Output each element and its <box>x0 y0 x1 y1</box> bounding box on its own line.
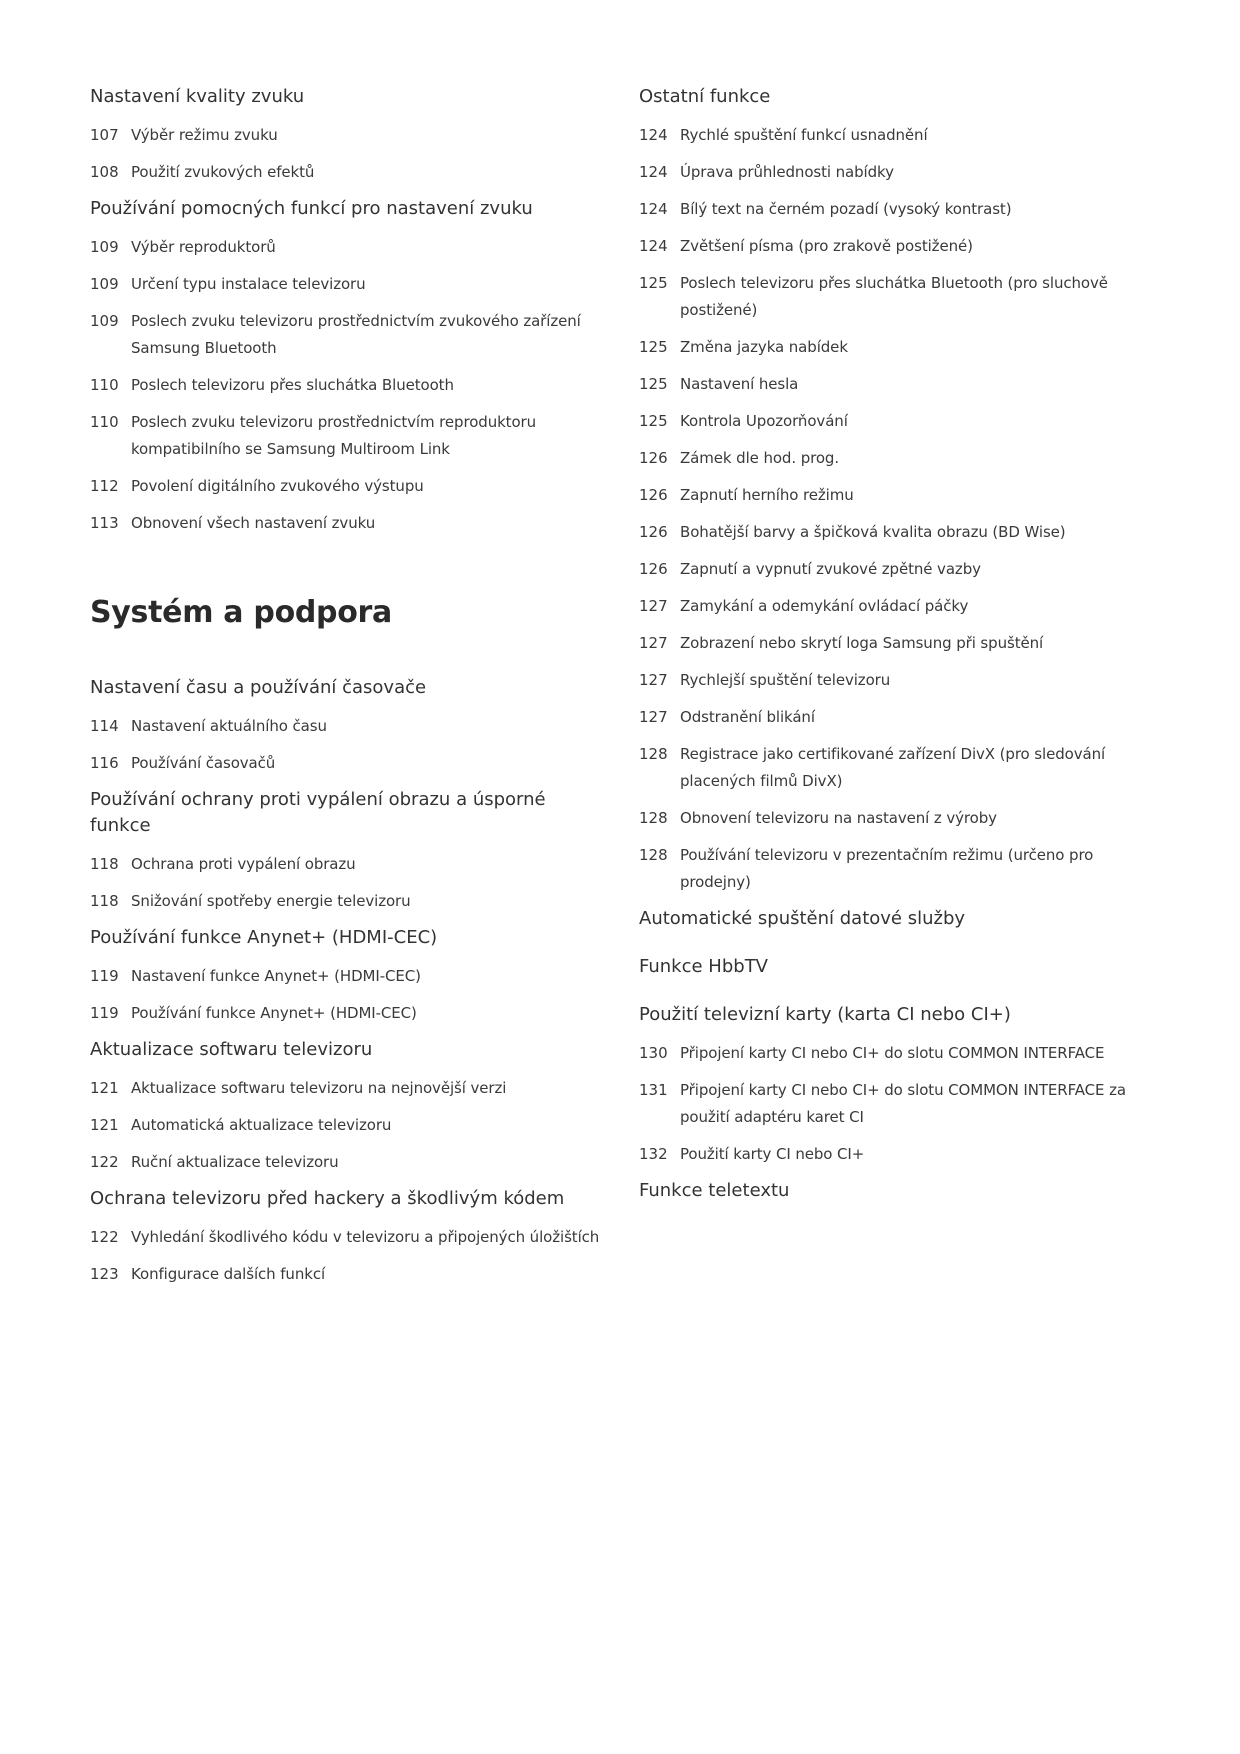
toc-section-funkce-teletextu <box>639 1178 1159 1204</box>
toc-section-aktualizace-softwaru-televizoru <box>90 1037 610 1176</box>
toc-left-column <box>90 84 610 1298</box>
toc-entry[interactable] <box>90 409 610 463</box>
page-number: 109 <box>90 312 119 330</box>
entry-title: Poslech televizoru přes sluchátka Bluetooth <box>131 376 454 394</box>
entry-title: Použití zvukových efektů <box>131 163 315 181</box>
page-number: 109 <box>90 275 119 293</box>
section-heading[interactable]: Použití televizní karty (karta CI nebo CI+) <box>639 1004 1011 1025</box>
entry-title: Nastavení hesla <box>680 375 799 393</box>
page-number: 121 <box>90 1116 119 1134</box>
toc-entry[interactable] <box>639 630 1159 657</box>
toc-section-nastaveni-casu-a-pouzivani-casovace <box>90 675 610 777</box>
entry-title: Používání časovačů <box>131 754 276 772</box>
entry-title: Vyhledání škodlivého kódu v televizoru a připojených úložištích <box>131 1228 600 1246</box>
toc-entry[interactable] <box>639 334 1159 361</box>
toc-entry[interactable] <box>90 159 610 186</box>
entry-title: Rychlé spuštění funkcí usnadnění <box>680 126 928 144</box>
page-number: 127 <box>639 671 668 689</box>
entry-title: Používání funkce Anynet+ (HDMI-CEC) <box>131 1004 417 1022</box>
entry-title: Konfigurace dalších funkcí <box>131 1265 326 1283</box>
page-number: 125 <box>639 412 668 430</box>
entry-title: Zobrazení nebo skrytí loga Samsung při spuštění <box>680 634 1044 652</box>
section-heading[interactable]: Nastavení kvality zvuku <box>90 86 305 107</box>
page-number: 128 <box>639 809 668 827</box>
section-heading[interactable]: Používání pomocných funkcí pro nastavení zvuku <box>90 198 533 219</box>
section-heading[interactable]: Automatické spuštění datové služby <box>639 908 966 929</box>
toc-entry[interactable] <box>90 713 610 740</box>
toc-entry[interactable] <box>90 372 610 399</box>
entry-title: Obnovení televizoru na nastavení z výroby <box>680 809 997 827</box>
page-number: 114 <box>90 717 119 735</box>
toc-entry[interactable] <box>639 159 1159 186</box>
entry-title: Snižování spotřeby energie televizoru <box>131 892 411 910</box>
entry-title: Použití karty CI nebo CI+ <box>680 1145 865 1163</box>
section-heading[interactable]: Ostatní funkce <box>639 86 771 107</box>
entry-title: Výběr reproduktorů <box>131 238 276 256</box>
page-number: 119 <box>90 1004 119 1022</box>
toc-entry[interactable] <box>90 851 610 878</box>
page-number: 127 <box>639 597 668 615</box>
entry-title: Připojení karty CI nebo CI+ do slotu COMMON INTERFACE <box>680 1044 1105 1062</box>
page-number: 122 <box>90 1153 119 1171</box>
page-number: 132 <box>639 1145 668 1163</box>
page-number: 126 <box>639 560 668 578</box>
page-number: 109 <box>90 238 119 256</box>
section-heading[interactable]: Používání funkce Anynet+ (HDMI-CEC) <box>90 927 438 948</box>
entry-title: Povolení digitálního zvukového výstupu <box>131 477 424 495</box>
page-number: 107 <box>90 126 119 144</box>
page-number: 127 <box>639 634 668 652</box>
toc-entry[interactable] <box>639 408 1159 435</box>
toc-entry[interactable] <box>639 270 1159 324</box>
page-number: 125 <box>639 274 668 292</box>
page-number: 128 <box>639 846 668 864</box>
entry-title: Nastavení funkce Anynet+ (HDMI-CEC) <box>131 967 421 985</box>
page-number: 131 <box>639 1081 668 1099</box>
toc-entry[interactable] <box>639 593 1159 620</box>
page-number: 119 <box>90 967 119 985</box>
toc-entry[interactable] <box>639 122 1159 149</box>
toc-entry[interactable] <box>90 510 610 537</box>
toc-entry[interactable] <box>639 196 1159 223</box>
page-number: 110 <box>90 376 119 394</box>
page-number: 118 <box>90 892 119 910</box>
toc-section-nastaveni-kvality-zvuku <box>90 84 610 186</box>
page-number: 125 <box>639 338 668 356</box>
toc-entry[interactable] <box>90 750 610 777</box>
toc-entry[interactable] <box>90 1075 610 1102</box>
toc-entry[interactable] <box>639 805 1159 832</box>
toc-entry[interactable] <box>90 963 610 990</box>
toc-right-column <box>639 84 1159 1226</box>
toc-entry[interactable] <box>90 888 610 915</box>
toc-entry[interactable] <box>90 234 610 261</box>
entry-title: Zapnutí herního režimu <box>680 486 854 504</box>
entry-title: Bílý text na černém pozadí (vysoký kontrast) <box>680 200 1012 218</box>
toc-entry[interactable] <box>639 1077 1159 1131</box>
entry-title: Registrace jako certifikované zařízení DivX (pro sledování placených filmů DivX) <box>680 745 1106 790</box>
section-heading[interactable]: Nastavení času a používání časovače <box>90 677 427 698</box>
toc-entry[interactable] <box>90 271 610 298</box>
toc-entry[interactable] <box>90 1224 610 1251</box>
toc-entry[interactable] <box>639 233 1159 260</box>
page-number: 124 <box>639 126 668 144</box>
toc-entry[interactable] <box>90 1112 610 1139</box>
entry-title: Rychlejší spuštění televizoru <box>680 671 891 689</box>
entry-title: Ochrana proti vypálení obrazu <box>131 855 356 873</box>
entry-title: Zvětšení písma (pro zrakově postižené) <box>680 237 973 255</box>
entry-title: Zámek dle hod. prog. <box>680 449 840 467</box>
entry-title: Poslech zvuku televizoru prostřednictvím reproduktoru kompatibilního se Samsung Multiroom Link <box>131 413 537 458</box>
page-number: 130 <box>639 1044 668 1062</box>
toc-entry[interactable] <box>639 741 1159 795</box>
toc-entry[interactable] <box>639 556 1159 583</box>
toc-entry[interactable] <box>639 1141 1159 1168</box>
toc-section-automaticke-spusteni-datove-sluzby <box>639 906 1159 932</box>
entry-title: Poslech televizoru přes sluchátka Bluetooth (pro sluchově postižené) <box>680 274 1108 319</box>
entry-title: Odstranění blikání <box>680 708 815 726</box>
toc-entry[interactable] <box>90 1000 610 1027</box>
page-number: 124 <box>639 237 668 255</box>
toc-section-pouzivani-pomocnych-funkci-pro-nastaveni <box>90 196 610 537</box>
toc-section-funkce-hbbtv <box>639 954 1159 980</box>
page-number: 118 <box>90 855 119 873</box>
toc-entry[interactable] <box>90 1261 610 1288</box>
entry-title: Kontrola Upozorňování <box>680 412 848 430</box>
section-heading[interactable]: Funkce teletextu <box>639 1180 790 1201</box>
page-number: 108 <box>90 163 119 181</box>
section-heading[interactable]: Aktualizace softwaru televizoru <box>90 1039 373 1060</box>
toc-system-sections <box>90 675 610 1288</box>
toc-entry[interactable] <box>639 482 1159 509</box>
page-number: 112 <box>90 477 119 495</box>
page-number: 127 <box>639 708 668 726</box>
entry-title: Připojení karty CI nebo CI+ do slotu COMMON INTERFACE za použití adaptéru karet CI <box>680 1081 1126 1126</box>
toc-entry[interactable] <box>639 842 1159 896</box>
entry-title: Úprava průhlednosti nabídky <box>680 163 894 181</box>
toc-entry[interactable] <box>639 704 1159 731</box>
page-number: 124 <box>639 200 668 218</box>
page-number: 124 <box>639 163 668 181</box>
entry-title: Bohatější barvy a špičková kvalita obrazu (BD Wise) <box>680 523 1066 541</box>
page-number: 126 <box>639 523 668 541</box>
entry-title: Poslech zvuku televizoru prostřednictvím zvukového zařízení Samsung Bluetooth <box>131 312 581 357</box>
page-number: 126 <box>639 486 668 504</box>
toc-entry[interactable] <box>90 1149 610 1176</box>
toc-section-pouzivani-ochrany-proti-vypaleni-obrazu- <box>90 787 610 915</box>
page-number: 122 <box>90 1228 119 1246</box>
toc-entry[interactable] <box>90 473 610 500</box>
toc-entry[interactable] <box>639 371 1159 398</box>
section-heading[interactable]: Funkce HbbTV <box>639 956 768 977</box>
toc-entry[interactable] <box>639 667 1159 694</box>
page-number: 125 <box>639 375 668 393</box>
page-number: 116 <box>90 754 119 772</box>
toc-entry[interactable] <box>639 445 1159 472</box>
page-number: 113 <box>90 514 119 532</box>
entry-title: Zamykání a odemykání ovládací páčky <box>680 597 969 615</box>
toc-sound-sections <box>90 84 610 537</box>
entry-title: Určení typu instalace televizoru <box>131 275 366 293</box>
entry-title: Obnovení všech nastavení zvuku <box>131 514 376 532</box>
section-heading[interactable]: Ochrana televizoru před hackery a škodlivým kódem <box>90 1188 565 1209</box>
section-heading[interactable]: Používání ochrany proti vypálení obrazu a úsporné funkce <box>90 789 546 836</box>
toc-section-pouziti-televizni-karty-karta-ci-nebo-ci <box>639 1002 1159 1168</box>
page-number: 126 <box>639 449 668 467</box>
page-number: 121 <box>90 1079 119 1097</box>
entry-title: Změna jazyka nabídek <box>680 338 848 356</box>
toc-entry[interactable] <box>90 122 610 149</box>
page-number: 110 <box>90 413 119 431</box>
entry-title: Ruční aktualizace televizoru <box>131 1153 339 1171</box>
chapter-title: Systém a podpora <box>90 595 392 630</box>
entry-title: Používání televizoru v prezentačním režimu (určeno pro prodejny) <box>680 846 1094 891</box>
toc-section-ostatni-funkce <box>639 84 1159 896</box>
page-number: 128 <box>639 745 668 763</box>
entry-title: Nastavení aktuálního času <box>131 717 327 735</box>
toc-entry[interactable] <box>639 519 1159 546</box>
entry-title: Výběr režimu zvuku <box>131 126 278 144</box>
toc-section-pouzivani-funkce-anynet-hdmi-cec <box>90 925 610 1027</box>
entry-title: Aktualizace softwaru televizoru na nejnovější verzi <box>131 1079 507 1097</box>
toc-entry[interactable] <box>90 308 610 362</box>
toc-entry[interactable] <box>639 1040 1159 1067</box>
entry-title: Automatická aktualizace televizoru <box>131 1116 392 1134</box>
toc-section-ochrana-televizoru-pred-hackery-a-skodli <box>90 1186 610 1288</box>
page-number: 123 <box>90 1265 119 1283</box>
entry-title: Zapnutí a vypnutí zvukové zpětné vazby <box>680 560 981 578</box>
